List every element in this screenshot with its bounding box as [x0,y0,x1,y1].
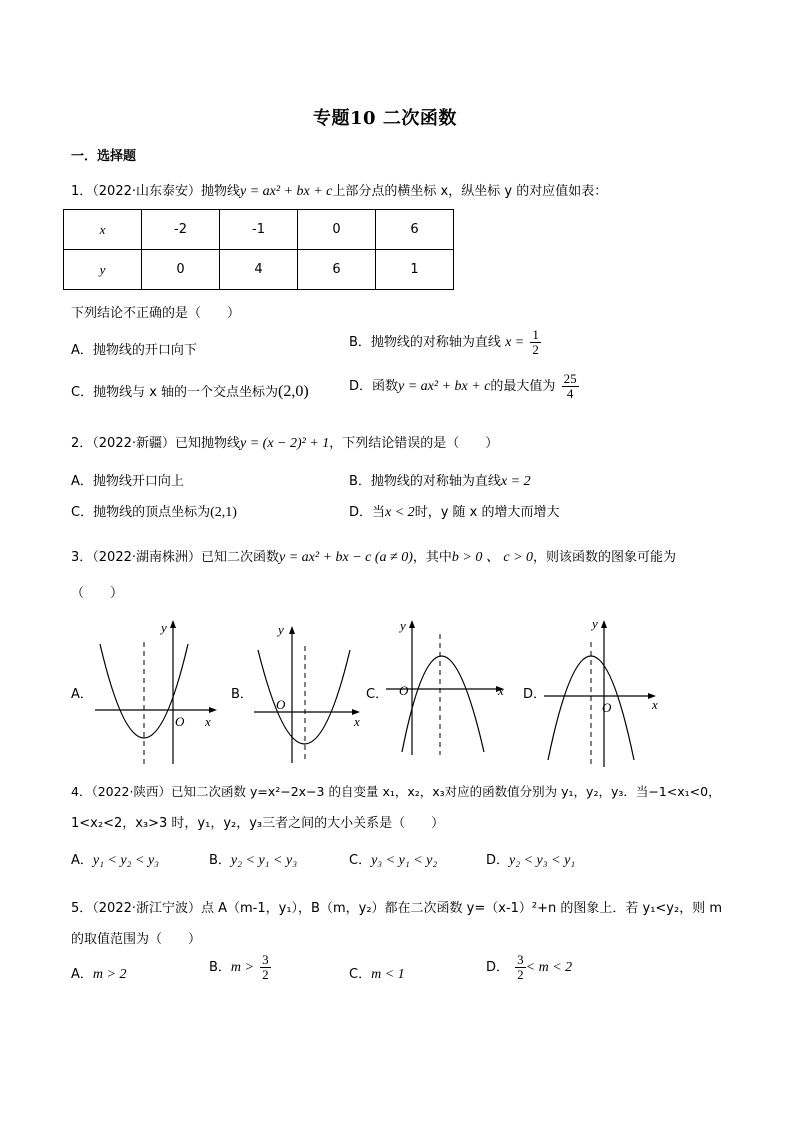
q2-option-d[interactable]: D．当x < 2时，y 随 x 的增大而增大 [349,505,560,520]
q5-stem-line1: 5．（2022·浙江宁波）点 A（m-1，y₁），B（m，y₂）都在二次函数 y=（x-1）²+n 的图象上．若 y₁<y₂，则 m [71,901,723,916]
q3-graph-b[interactable] [250,618,365,768]
fraction: $\frac{3}{2}$ [262,952,269,982]
q1-value-table [63,209,454,290]
table-cell: 6 [298,250,376,290]
section-heading: 一．选择题 [71,149,137,164]
origin-label: O [399,683,409,698]
table-cell: -2 [142,210,220,250]
parabola-curve [402,656,484,752]
y-label: y [592,616,598,631]
fraction: $\frac{3}{2}$ [517,952,524,982]
q3-stem: 3．（2022·湖南株洲）已知二次函数y = ax² + bx − c (a ≠ 0)，其中b > 0 、 c > 0，则该函数的图象可能为 [71,550,677,565]
q4-stem-line1: 4．（2022·陕西）已知二次函数 y=x²−2x−3 的自变量 x₁，x₂，x₃对应的函数值分别为 y₁，y₂，y₃．当−1<x₁<0， [71,784,721,799]
q3-paren: （ ） [71,586,124,601]
q2-option-a[interactable]: A．抛物线开口向上 [71,474,184,489]
q4-stem-line2: 1<x₂<2，x₃>3 时，y₁，y₂，y₃三者之间的大小关系是（ ） [71,816,445,831]
q5-option-d[interactable]: D． $\frac{3}{2}$ < m < 2 [486,952,573,982]
y-label: y [161,620,167,635]
q1-formula: y = ax² + bx + c [240,184,333,199]
y-axis-arrow-icon [409,620,415,628]
q3-graph-d-label[interactable]: D． [523,687,547,702]
x-label: x [498,683,504,698]
table-cell: 0 [298,210,376,250]
fraction: $\frac{1}{2}$ [532,327,539,357]
y-axis-arrow-icon [289,626,295,634]
fraction: $\frac{25}{4}$ [563,371,577,401]
table-cell: y [64,250,142,290]
q3-graph-d[interactable] [540,612,670,772]
x-label: x [354,714,360,729]
x-axis-arrow-icon [209,707,217,713]
q2-formula: y = (x − 2)² + 1 [240,436,330,451]
y-axis-arrow-icon [601,620,607,628]
q1-stem: 1．（2022·山东泰安）抛物线y = ax² + bx + c上部分点的横坐标 x，纵坐标 y 的对应值如表： [71,184,608,199]
origin-label: O [602,700,612,715]
q4-option-d[interactable]: D．y₂ < y₃ < y₁ [486,853,576,868]
table-cell: 1 [376,250,454,290]
q2-stem: 2．（2022·新疆）已知抛物线y = (x − 2)² + 1，下列结论错误的是（ ） [71,436,499,451]
q5-option-a[interactable]: A．m > 2 [71,967,127,982]
y-axis-arrow-icon [170,620,176,628]
y-label: y [400,618,406,633]
origin-label: O [276,697,286,712]
q5-option-b[interactable]: B．m > $\frac{3}{2}$ [209,952,269,982]
page-title: 专题10 二次函数 [313,108,457,129]
q1-option-b[interactable]: B．抛物线的对称轴为直线 x = $\frac{1}{2}$ [349,327,539,357]
x-label: x [205,714,211,729]
table-row [64,250,454,290]
origin-label: O [175,714,185,729]
q1-option-a[interactable]: A．抛物线的开口向下 [71,343,197,358]
q5-stem-line2: 的取值范围为（ ） [71,932,202,947]
parabola-curve [258,650,350,744]
q3-graph-c-label[interactable]: C． [366,687,389,702]
q3-formula: y = ax² + bx − c (a ≠ 0) [279,550,413,565]
q3-graph-a[interactable] [91,612,221,772]
q4-option-b[interactable]: B．y₂ < y₁ < y₃ [209,853,298,868]
table-cell: 4 [220,250,298,290]
y-label: y [278,622,284,637]
q2-option-c[interactable]: C．抛物线的顶点坐标为(2,1) [71,505,237,520]
q3-graph-b-label[interactable]: B． [231,687,253,702]
table-cell: x [64,210,142,250]
q1-option-c[interactable]: C．抛物线与 x 轴的一个交点坐标为(2,0) [71,383,309,400]
q1-option-d[interactable]: D．函数y = ax² + bx + c的最大值为 $\frac{25}{4}$ [349,371,577,401]
q3-graph-a-label[interactable]: A． [71,687,93,702]
table-cell: -1 [220,210,298,250]
q5-option-c[interactable]: C．m < 1 [349,967,405,982]
q3-graph-c[interactable] [382,610,512,760]
table-cell: 6 [376,210,454,250]
table-cell: 0 [142,250,220,290]
q4-option-c[interactable]: C．y₃ < y₁ < y₂ [349,853,438,868]
x-label: x [652,697,658,712]
q2-option-b[interactable]: B．抛物线的对称轴为直线x = 2 [349,474,531,489]
q4-option-a[interactable]: A．y₁ < y₂ < y₃ [71,853,160,868]
table-row [64,210,454,250]
q1-prompt: 下列结论不正确的是（ ） [71,306,241,321]
